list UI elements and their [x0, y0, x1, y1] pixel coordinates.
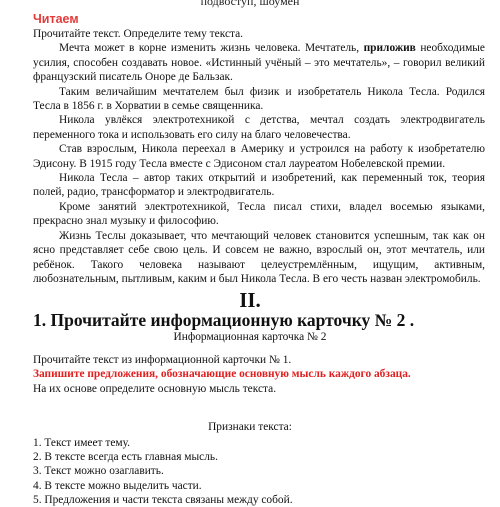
- paragraph-7: Жизнь Теслы доказывает, что мечтающий человек становится успешным, так как он ясно представляет себе свою цель. И совсем не важно, взрослый он, этот мечтатель, или ребёнок. Такого человека называют целеустремлённым, ищущим, активным, любознательным, пытливым, каким и был Никола Тесла. В его честь назван электромобиль.: [33, 229, 485, 285]
- paragraph-2: Таким величайшим мечтателем был физик и изобретатель Никола Тесла. Родился Тесла в 1856 г. в Хорватии в семье священника.: [33, 85, 485, 113]
- list-item: 4. В тексте можно выделить части.: [33, 479, 202, 492]
- paragraph-1-start: Мечта может в корне изменить жизнь человека. Мечтатель,: [59, 42, 364, 55]
- list-item: 3. Текст можно озаглавить.: [33, 465, 164, 478]
- intro-line: Прочитайте текст. Определите тему текста.: [33, 28, 244, 40]
- paragraph-5: Никола Тесла – автор таких открытий и изобретений, как переменный ток, теория полей, радио, трансформатор и электродвигатель.: [33, 172, 485, 199]
- list-item: 5. Предложения и части текста связаны между собой.: [33, 493, 293, 506]
- reading-text: [33, 27, 485, 286]
- list-item: 1. Текст имеет тему.: [33, 437, 130, 449]
- cut-off-top-text: подвоступ, шоумен: [200, 0, 300, 8]
- paragraph-1-end: необходимые усилия, способен создавать новое. «Истинный учёный – это мечтатель», – говорил великий французский писатель Оноре де Бальзак.: [33, 42, 485, 84]
- paragraph-4: Став взрослым, Никола переехал в Америку и устроился на работу к изобретателю Эдисону. В 1915 году Тесла вместе с Эдисоном стал лауреатом Нобелевской премии.: [33, 143, 485, 170]
- task-line-3: На их основе определите основную мысль текста.: [33, 382, 277, 395]
- list-item: 2. В тексте всегда есть главная мысль.: [33, 451, 218, 464]
- task-heading: 1. Прочитайте информационную карточку № 2 .: [33, 310, 415, 330]
- card-subheading: Информационная карточка № 2: [173, 331, 327, 343]
- features-list: [33, 436, 293, 507]
- task-instructions: [33, 353, 485, 396]
- section-number: II.: [239, 288, 261, 312]
- paragraph-1: [33, 41, 485, 84]
- paragraph-1-bold-word: приложив: [363, 42, 416, 55]
- paragraph-3: Никола увлёкся электротехникой с детства, мечтал создать электродвигатель переменного тока и использовать его силу на благо человечества.: [33, 114, 485, 141]
- task-red-instruction: Запишите предложения, обозначающие основную мысль каждого абзаца.: [33, 368, 411, 381]
- section-label: Читаем: [33, 12, 79, 26]
- task-line-1: Прочитайте текст из информационной карточки № 1.: [33, 354, 292, 366]
- paragraph-6: Кроме занятий электротехникой, Тесла писал стихи, владел восемью языками, прекрасно знал музыку и философию.: [33, 200, 485, 228]
- features-title: Признаки текста:: [208, 421, 292, 433]
